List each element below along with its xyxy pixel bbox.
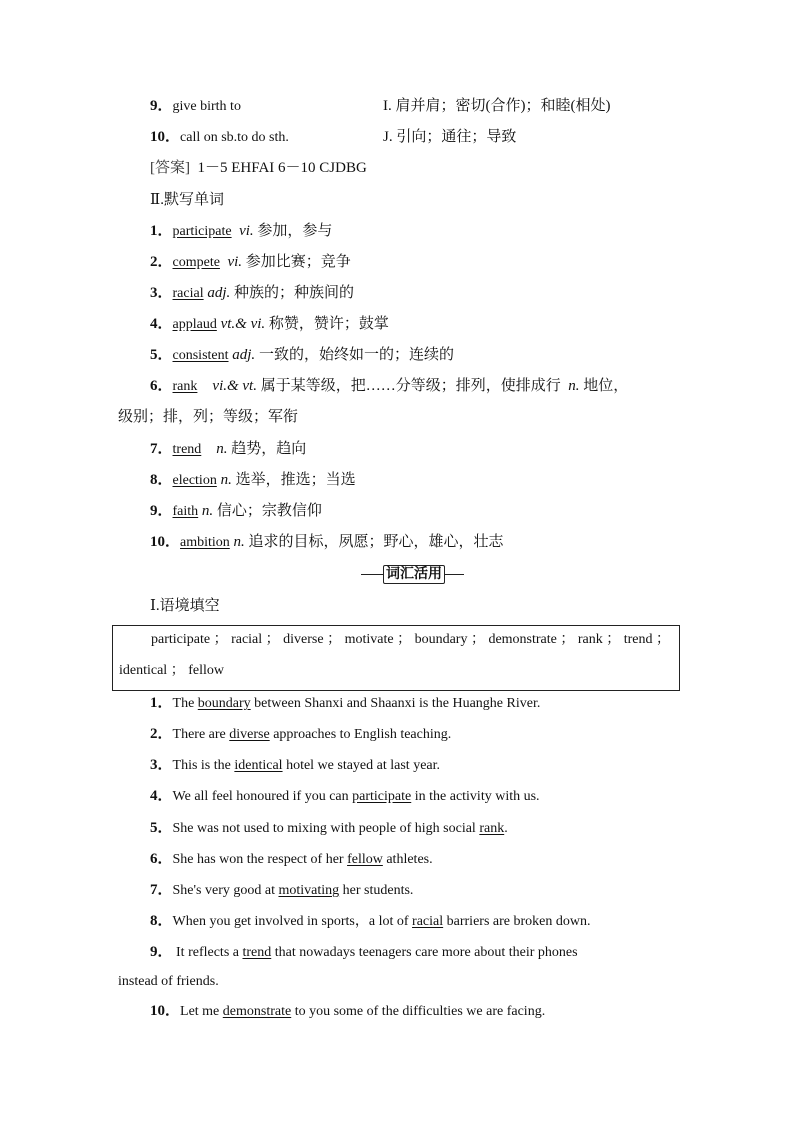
fill-item [150,911,590,932]
item-num: 1． [150,223,173,239]
sentence-post: approaches to English teaching. [269,727,452,742]
item-num: 4． [150,788,173,804]
word-item [150,376,628,397]
item-num: 10． [150,534,181,550]
part-of-speech: vt.& vi. [220,316,266,332]
sentence-post: . [504,821,508,836]
meaning: 一致的，始终如一的；连续的 [258,347,454,363]
meaning: 选举，推选；当选 [235,472,356,488]
fill-item [150,849,433,870]
part-of-speech: adj. [232,347,256,363]
meaning: 地位， [583,378,629,394]
answer-text: 1－5 EHFAI 6－10 CJDBG [197,160,367,176]
word-item [150,221,332,242]
answer-word: trend [172,442,202,457]
word-item [150,501,322,522]
word-item [150,532,504,553]
sentence-pre: She was not used to mixing with people of high social [172,821,480,836]
sentence-pre: She has won the respect of her [172,852,348,867]
fill-item [150,1001,545,1022]
fill-item [150,942,578,963]
part-of-speech: n. [216,441,228,457]
item-num: 7． [150,441,173,457]
word-item [150,283,354,304]
item-num: 3． [150,757,173,773]
section-title: Ⅱ.默写单词 [150,192,224,208]
answer-word: motivating [278,883,340,898]
sentence-pre: It reflects a [172,945,243,960]
answer-word: election [172,473,217,488]
meaning: 种族的；种族间的 [234,285,355,301]
word-bank-line-2: identical ； fellow [119,663,224,678]
answer-word: boundary [197,696,251,711]
meaning: 参加，参与 [257,223,333,239]
item-num: 2． [150,254,173,270]
item-num: 5． [150,347,173,363]
word-item [150,345,454,366]
item-num: 10． [150,1003,181,1019]
item-num: 7． [150,882,173,898]
section-divider [361,565,464,583]
word-item [150,439,306,460]
fill-item-continued: instead of friends. [118,974,219,989]
divider-line-left [361,574,383,575]
answer-word: racial [412,914,444,929]
sentence-pre: Let me [180,1004,223,1019]
answer-word: ambition [180,535,230,550]
sentence-post: barriers are broken down. [443,914,591,929]
meaning: 追求的目标，夙愿；野心，雄心，壮志 [248,534,504,550]
answer-word: trend [242,945,272,960]
sentence-post: to you some of the difficulties we are facing. [291,1004,546,1019]
item-num: 5． [150,820,173,836]
word-bank-box [112,625,680,691]
sentence-pre: There are [172,727,230,742]
sentence-post: between Shanxi and Shaanxi is the Huanghe River. [250,696,541,711]
item-num: 2． [150,726,173,742]
meaning: 参加比赛；竞争 [245,254,351,270]
item-num: 6． [150,851,173,867]
divider-line-right [444,574,464,575]
fill-item [150,880,413,901]
part-of-speech: vi.& vt. [212,378,257,394]
item-num: 6． [150,378,173,394]
answer-word: demonstrate [222,1004,292,1019]
answer-word: faith [172,504,199,519]
fill-item [150,693,540,714]
match-phrase: call on sb.to do sth. [180,130,289,145]
answer-word: consistent [172,348,229,363]
answer-line [150,158,367,178]
meaning: 信心；宗教信仰 [216,503,322,519]
match-meaning-j: J. 引向；通往；导致 [383,129,517,145]
part-of-speech: n. [201,503,214,519]
part-of-speech: n. [568,378,580,394]
item-num: 8． [150,472,173,488]
match-item-10 [150,127,289,148]
match-item-9 [150,96,241,117]
sentence-pre: When you get involved in sports，a lot of [172,914,413,929]
word-bank-line-1: participate ； racial ； diverse ； motivate ； boundary ； demonstrate ； rank ； trend ； [151,632,671,647]
item-num: 3． [150,285,173,301]
part-of-speech: n. [220,472,232,488]
sentence-post: hotel we stayed at last year. [282,758,441,773]
fill-item [150,724,451,745]
word-item [150,252,351,273]
word-item [150,314,389,335]
answer-word: compete [172,255,220,270]
word-item-continued: 级别；排，列；等级；军衔 [118,409,299,425]
part-of-speech: adj. [207,285,231,301]
meaning: 属于某等级，把……分等级；排列，使排成行 [260,378,561,394]
item-num: 4． [150,316,173,332]
fill-item [150,755,440,776]
match-phrase: give birth to [172,99,241,114]
item-num: 9． [150,503,173,519]
sentence-post: her students. [339,883,414,898]
word-item [150,470,356,491]
sentence-pre: She's very good at [172,883,279,898]
item-num: 1． [150,695,173,711]
answer-word: participate [172,224,232,239]
sentence-post: in the activity with us. [411,789,540,804]
answer-word: racial [172,286,204,301]
sentence-pre: This is the [172,758,235,773]
answer-word: participate [352,789,412,804]
answer-tag: [答案] [150,160,190,176]
match-num: 9． [150,98,173,114]
fill-item [150,818,508,839]
fill-item [150,786,540,807]
part-of-speech: n. [233,534,245,550]
item-num: 8． [150,913,173,929]
answer-word: rank [479,821,505,836]
section-title: Ⅰ.语境填空 [150,598,220,614]
answer-word: fellow [347,852,383,867]
sentence-post: that nowadays teenagers care more about their phones [271,945,578,960]
sentence-pre: We all feel honoured if you can [172,789,353,804]
match-num: 10． [150,129,181,145]
sentence-pre: The [172,696,198,711]
match-meaning-i: I. 肩并肩；密切(合作)；和睦(相处) [383,98,611,114]
answer-word: identical [234,758,283,773]
part-of-speech: vi. [227,254,243,270]
answer-word: diverse [229,727,270,742]
part-of-speech: vi. [239,223,254,239]
answer-word: applaud [172,317,217,332]
meaning: 趋势，趋向 [231,441,307,457]
item-num: 9． [150,944,173,960]
meaning: 称赞，赞许；鼓掌 [268,316,389,332]
sentence-post: athletes. [382,852,433,867]
answer-word: rank [172,379,198,394]
divider-label: 词汇活用 [383,565,445,584]
